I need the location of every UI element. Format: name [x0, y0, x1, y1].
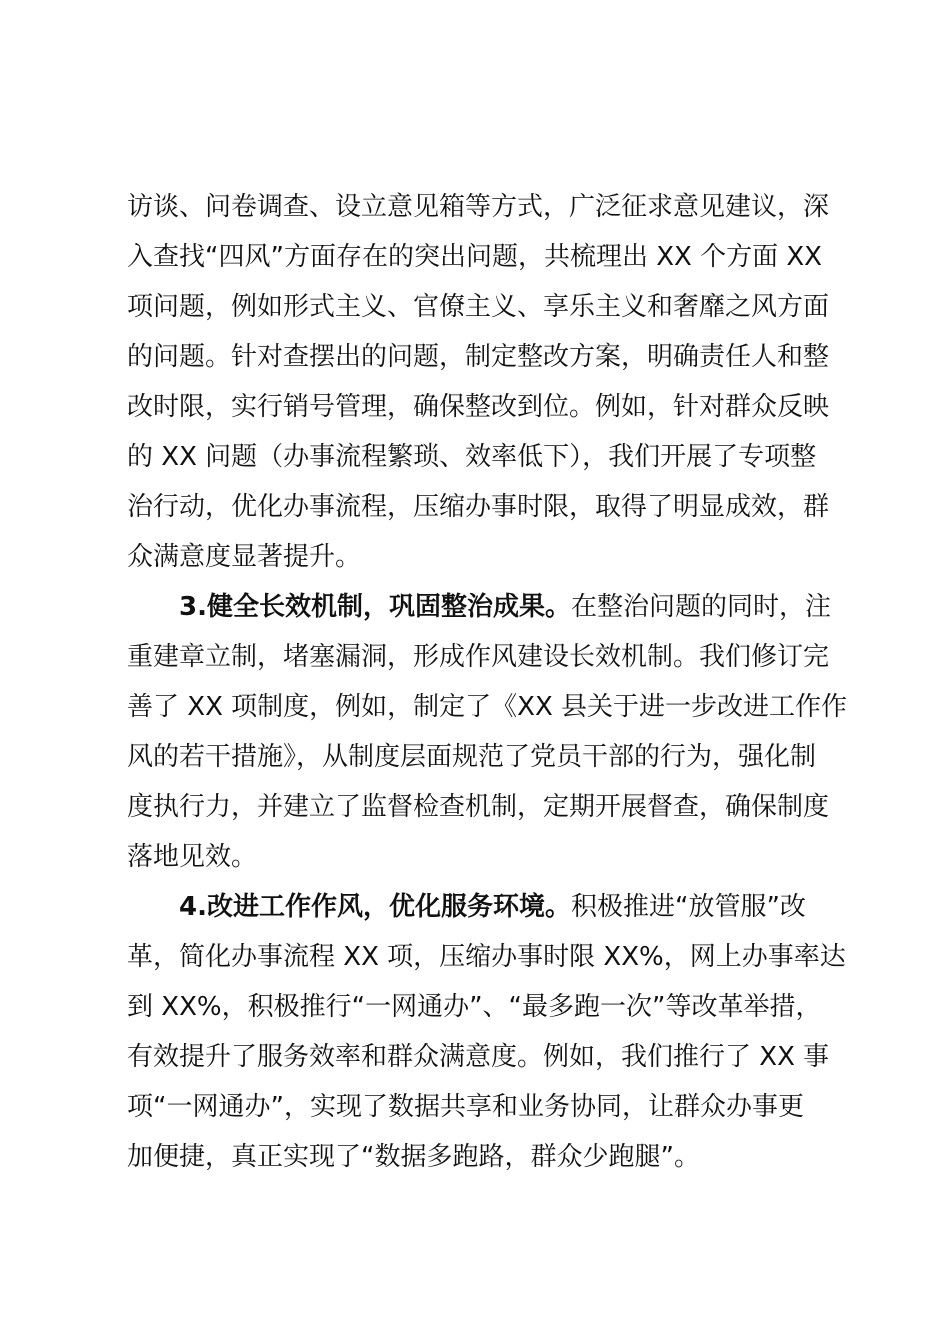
text-line: 众满意度显著提升。: [127, 542, 362, 572]
text-line: 访谈、问卷调查、设立意见箱等方式，广泛征求意见建议，深: [127, 192, 830, 222]
text-line: 项问题，例如形式主义、官僚主义、享乐主义和奢靡之风方面: [127, 292, 830, 322]
text-line: 重建章立制，堵塞漏洞，形成作风建设长效机制。我们修订完: [127, 642, 830, 672]
document-body: [127, 182, 848, 1182]
section-4-heading: 4.改进工作作风，优化服务环境。: [179, 892, 571, 922]
text-line: 的问题。针对查摆出的问题，制定整改方案，明确责任人和整: [127, 342, 830, 372]
text-line: 改时限，实行销号管理，确保整改到位。例如，针对群众反映: [127, 392, 830, 422]
section-3-first-line-text: 在整治问题的同时，注: [570, 592, 831, 622]
section-3-paragraph: [127, 582, 848, 882]
section-3-first-line: [127, 582, 833, 632]
text-line: 加便捷，真正实现了“数据多跑路，群众少跑腿”。: [127, 1142, 700, 1172]
text-line: 到 XX%，积极推行“一网通办”、“最多跑一次”等改革举措，: [127, 992, 822, 1022]
text-line: 入查找“四风”方面存在的突出问题，共梳理出 XX 个方面 XX: [127, 242, 822, 272]
text-line: 落地见效。: [127, 842, 258, 872]
text-line: 项“一网通办”，实现了数据共享和业务协同，让群众办事更: [127, 1092, 804, 1122]
text-line: 风的若干措施》，从制度层面规范了党员干部的行为，强化制: [127, 742, 817, 772]
text-line: 度执行力，并建立了监督检查机制，定期开展督查，确保制度: [127, 792, 830, 822]
section-4-first-line-text: 积极推进“放管服”改: [570, 892, 806, 922]
section-3-heading: 3.健全长效机制，巩固整治成果。: [179, 592, 571, 622]
section-4-first-line: [127, 882, 833, 932]
text-line: 善了 XX 项制度，例如，制定了《XX 县关于进一步改进工作作: [127, 692, 848, 722]
paragraph-continuation: [127, 182, 833, 582]
text-line: 革，简化办事流程 XX 项，压缩办事时限 XX%，网上办事率达: [127, 942, 846, 972]
text-line: 治行动，优化办事流程，压缩办事时限，取得了明显成效，群: [127, 492, 830, 522]
section-4-paragraph: [127, 882, 846, 1182]
text-line: 有效提升了服务效率和群众满意度。例如，我们推行了 XX 事: [127, 1042, 830, 1072]
text-line: 的 XX 问题（办事流程繁琐、效率低下），我们开展了专项整: [127, 442, 817, 472]
